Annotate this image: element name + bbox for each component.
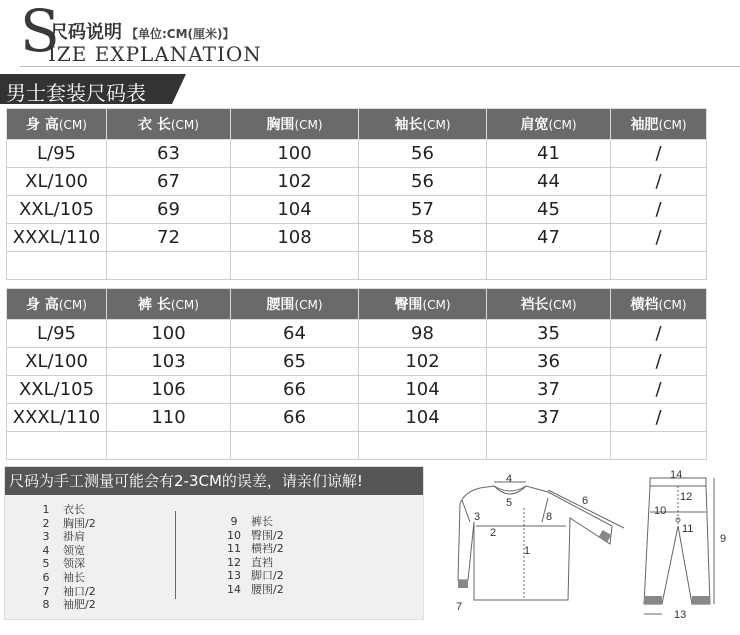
note-item [29,571,96,585]
bottom-size-table [6,288,707,460]
notes-list-left [29,503,96,612]
header-unit: (CM) [422,118,451,132]
table-cell: XXL/105 [7,376,107,404]
header-label: 胸围 [266,117,295,133]
header-label: 裆长 [520,297,549,313]
note-number: 10 [227,528,241,542]
fig-label-14: 14 [670,469,683,481]
header-cell [107,109,231,140]
table-cell [231,432,359,460]
table-cell: XL/100 [7,168,107,196]
table-cell: 100 [107,320,231,348]
header-title-en: IZE EXPLANATION [48,42,262,66]
header-cell [359,109,487,140]
table-cell [359,432,487,460]
table-cell: 104 [359,404,487,432]
notes-title: 尺码为手工测量可能会有2-3CM的误差，请亲们谅解! [5,467,423,495]
note-number: 12 [227,555,241,569]
header-cell [611,289,707,320]
table-row [7,224,707,252]
notes-divider [175,511,176,599]
note-item [217,556,284,570]
table-cell: L/95 [7,140,107,168]
note-text: 衣长 [63,503,85,516]
table-cell: / [611,320,707,348]
table-cell: 104 [231,196,359,224]
header-label: 身 高 [26,297,59,313]
measurement-notes [4,466,424,620]
table-row [7,168,707,196]
table-cell: / [611,404,707,432]
table-cell [487,432,611,460]
table-cell: 103 [107,348,231,376]
fig-label-6: 6 [582,495,589,507]
header-cell [7,289,107,320]
table-cell: 41 [487,140,611,168]
table-cell: 58 [359,224,487,252]
note-number: 8 [42,598,50,612]
header-title-zh [50,18,235,44]
header-label: 臀围 [394,297,423,313]
header-label: 腰围 [266,297,295,313]
fig-label-1: 1 [524,545,531,557]
title-zh-text: 尺码说明 [50,22,122,43]
table-cell: 63 [107,140,231,168]
note-item [217,569,284,583]
note-number: 13 [227,569,241,583]
header-label: 身 高 [26,117,59,133]
table-cell: 37 [487,404,611,432]
note-number: 9 [230,515,238,528]
table-cell: XXXL/110 [7,224,107,252]
note-number: 6 [42,570,50,584]
note-number: 11 [227,542,241,556]
note-item [29,517,96,531]
table-row [7,196,707,224]
note-text: 裤长 [251,515,273,528]
header-unit: (CM) [548,118,577,132]
header-divider [20,66,740,67]
table-cell: XL/100 [7,348,107,376]
note-text: 领宽 [63,543,85,557]
section-tab [0,74,172,104]
table-cell: 106 [107,376,231,404]
table-cell: 104 [359,376,487,404]
note-text: 横裆/2 [251,542,284,556]
table-cell [231,252,359,280]
table-cell: / [611,376,707,404]
notes-list-right [217,515,284,597]
note-item [217,583,284,597]
table-cell [7,432,107,460]
note-text: 领深 [63,557,85,571]
header-cell [231,109,359,140]
header-unit: (CM) [170,298,199,312]
table-cell: 66 [231,404,359,432]
header-unit: (CM) [294,298,323,312]
note-text: 臀围/2 [251,528,284,542]
table-cell: 102 [359,348,487,376]
note-item [29,530,96,544]
note-number: 1 [42,503,50,516]
table-cell: XXXL/110 [7,404,107,432]
header-big-s: S [20,0,60,65]
header-unit: (CM) [58,298,87,312]
page-header [14,0,714,70]
table-cell: / [611,196,707,224]
header-label: 袖肥 [630,117,659,133]
table-cell [611,432,707,460]
fig-label-9: 9 [720,533,727,545]
top-table-body [7,140,707,280]
table-row [7,404,707,432]
table-cell [7,252,107,280]
table-cell: 56 [359,168,487,196]
table-row [7,432,707,460]
table-cell: 64 [231,320,359,348]
table-cell: 47 [487,224,611,252]
note-number: 4 [42,543,50,557]
table-cell: 45 [487,196,611,224]
table-cell: L/95 [7,320,107,348]
header-label: 肩宽 [520,117,549,133]
note-text: 褂肩 [63,530,85,544]
header-cell [487,109,611,140]
table-row [7,348,707,376]
header-cell [611,109,707,140]
note-item [29,544,96,558]
fig-label-10: 10 [654,505,667,517]
header-unit: (CM) [548,298,577,312]
table-cell: 37 [487,376,611,404]
fig-label-3: 3 [474,511,481,523]
measurement-diagram [444,464,734,624]
header-cell [107,289,231,320]
note-item [29,585,96,599]
bottom-table-header [7,289,707,320]
header-unit: (CM) [294,118,323,132]
table-cell [487,252,611,280]
note-item [217,542,284,556]
table-cell: 35 [487,320,611,348]
table-cell: / [611,140,707,168]
note-text: 袖长 [63,570,85,584]
note-text: 脚口/2 [251,569,284,583]
header-label: 裤 长 [138,297,171,313]
note-item [217,515,284,529]
fig-label-7: 7 [456,601,463,613]
table-cell: 100 [231,140,359,168]
header-cell [359,289,487,320]
note-number: 2 [42,516,50,530]
header-unit: (CM) [58,118,87,132]
bottom-table-body [7,320,707,460]
note-number: 5 [42,557,50,571]
table-row [7,140,707,168]
section-tab-label: 男士套装尺码表 [6,81,146,105]
table-cell: / [611,224,707,252]
note-text: 袖肥/2 [63,598,96,612]
note-text: 胸围/2 [63,516,96,530]
table-cell: 36 [487,348,611,376]
table-cell: 72 [107,224,231,252]
table-cell: XXL/105 [7,196,107,224]
pants-diagram [644,478,714,614]
shirt-diagram [458,482,624,600]
table-cell: 65 [231,348,359,376]
table-cell: / [611,168,707,196]
header-unit: (CM) [658,298,687,312]
table-cell: 69 [107,196,231,224]
header-label: 袖长 [394,117,423,133]
note-number: 14 [227,582,241,596]
fig-label-5: 5 [506,497,513,509]
table-cell [359,252,487,280]
unit-label: 【单位:CM(厘米)】 [126,27,235,41]
table-cell [107,252,231,280]
table-cell: 98 [359,320,487,348]
table-cell: 57 [359,196,487,224]
header-cell [7,109,107,140]
header-label: 横档 [630,297,659,313]
top-table-header [7,109,707,140]
note-text: 袖口/2 [63,584,96,598]
table-cell: 110 [107,404,231,432]
fig-label-8: 8 [546,511,553,523]
table-cell [107,432,231,460]
table-cell: 44 [487,168,611,196]
table-cell: 102 [231,168,359,196]
fig-label-13: 13 [674,609,687,621]
fig-label-12: 12 [680,491,693,503]
note-number: 7 [42,584,50,598]
note-item [217,529,284,543]
header-cell [231,289,359,320]
note-item [29,557,96,571]
header-cell [487,289,611,320]
note-text: 腰围/2 [251,582,284,596]
note-number: 3 [42,530,50,544]
table-cell: 56 [359,140,487,168]
table-cell: 67 [107,168,231,196]
header-unit: (CM) [170,118,199,132]
note-text: 直裆 [251,555,273,569]
header-label: 衣 长 [138,117,171,133]
note-item [29,503,96,517]
table-cell: 108 [231,224,359,252]
top-size-table [6,108,707,280]
fig-label-2: 2 [490,527,497,539]
header-unit: (CM) [658,118,687,132]
table-cell: / [611,348,707,376]
fig-label-4: 4 [506,473,513,485]
table-row [7,252,707,280]
note-item [29,598,96,612]
table-row [7,376,707,404]
header-unit: (CM) [422,298,451,312]
table-cell [611,252,707,280]
fig-label-11: 11 [682,523,694,535]
table-row [7,320,707,348]
table-cell: 66 [231,376,359,404]
